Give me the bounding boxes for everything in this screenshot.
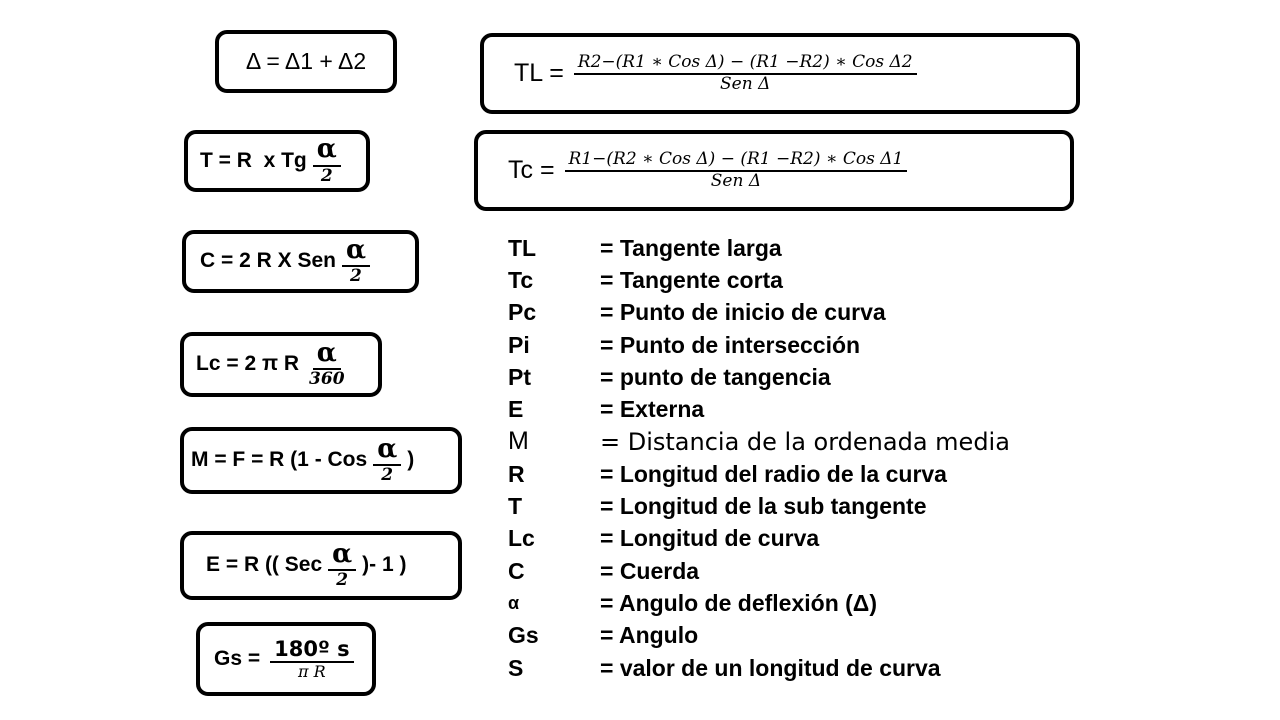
definition-item bbox=[508, 523, 1010, 555]
lc-formula-fraction bbox=[305, 337, 349, 390]
definition-item bbox=[508, 232, 1010, 264]
e-formula-denominator: 2 bbox=[336, 570, 349, 591]
definition-text: = Tangente larga bbox=[600, 234, 782, 261]
definition-abbr: Lc bbox=[508, 525, 535, 552]
definition-abbr: C bbox=[508, 557, 525, 584]
definition-text: = Longitud del radio de la curva bbox=[600, 460, 947, 487]
t-formula-denominator: 2 bbox=[320, 165, 333, 186]
gs-formula-denominator: π R bbox=[298, 661, 326, 681]
gs-formula-box bbox=[196, 622, 376, 696]
definition-item bbox=[508, 426, 1010, 458]
c-formula-denominator: 2 bbox=[350, 266, 362, 287]
definition-text: = punto de tangencia bbox=[600, 363, 831, 390]
definition-abbr: Pi bbox=[508, 331, 530, 358]
m-formula-denominator: 2 bbox=[381, 465, 394, 486]
definition-text: = Punto de intersección bbox=[600, 331, 861, 358]
gs-formula-lhs: Gs = bbox=[214, 647, 261, 670]
definition-text: = Externa bbox=[600, 396, 705, 423]
definition-item bbox=[508, 587, 1010, 619]
e-formula-lhs: E = R (( Sec bbox=[206, 553, 323, 577]
definition-item bbox=[508, 329, 1010, 361]
lc-formula-lhs: Lc = 2 π R bbox=[196, 352, 300, 376]
tl-formula-numerator: R2−(R1 ∗ Cos Δ) − (R1 −R2) ∗ Cos Δ2 bbox=[574, 54, 917, 75]
definition-item bbox=[508, 555, 1010, 587]
e-formula-numerator: α bbox=[328, 541, 356, 571]
m-formula-box bbox=[180, 427, 462, 494]
definition-text: = Longitud de curva bbox=[600, 525, 820, 552]
definition-text: = Punto de inicio de curva bbox=[600, 299, 886, 326]
tc-formula-fraction bbox=[565, 148, 908, 191]
gs-formula-fraction bbox=[270, 638, 354, 681]
t-formula-lhs: T = R x Tg bbox=[200, 148, 307, 172]
lc-formula-box bbox=[180, 332, 382, 397]
m-formula-fraction bbox=[373, 433, 401, 486]
definition-abbr: Pc bbox=[508, 299, 537, 326]
tc-formula-denominator: Sen Δ bbox=[710, 170, 762, 191]
tc-formula-box bbox=[474, 130, 1074, 211]
definition-text: = Distancia de la ordenada media bbox=[600, 427, 1010, 456]
definition-abbr: M bbox=[508, 427, 529, 456]
definition-text: = Angulo bbox=[600, 622, 699, 649]
tl-formula-denominator: Sen Δ bbox=[720, 73, 771, 94]
definition-item bbox=[508, 393, 1010, 425]
e-formula-fraction bbox=[328, 538, 356, 591]
definition-item bbox=[508, 620, 1010, 652]
definition-item bbox=[508, 652, 1010, 684]
c-formula-fraction bbox=[342, 234, 370, 287]
definition-abbr: R bbox=[508, 460, 525, 487]
tl-formula-box bbox=[480, 33, 1080, 114]
m-formula-numerator: α bbox=[373, 436, 401, 466]
c-formula-lhs: C = 2 R X Sen bbox=[200, 249, 336, 273]
definition-text: = Longitud de la sub tangente bbox=[600, 493, 927, 520]
t-formula-fraction bbox=[313, 136, 341, 185]
definition-abbr: α bbox=[508, 592, 520, 613]
definitions-list bbox=[508, 232, 1010, 684]
definition-item bbox=[508, 361, 1010, 393]
definition-text: = Angulo de deflexión (Δ) bbox=[600, 589, 877, 616]
lc-formula-denominator: 360 bbox=[309, 369, 345, 390]
m-formula-rhs: ) bbox=[407, 448, 415, 472]
m-formula-lhs: M = F = R (1 - Cos bbox=[191, 448, 368, 472]
definition-item bbox=[508, 458, 1010, 490]
definition-abbr: Pt bbox=[508, 363, 531, 390]
t-formula-box bbox=[184, 130, 370, 192]
definition-abbr: TL bbox=[508, 234, 537, 261]
definition-item bbox=[508, 264, 1010, 296]
definition-text: = valor de un longitud de curva bbox=[600, 654, 941, 681]
tl-formula-lhs: TL = bbox=[514, 59, 564, 87]
tl-formula-fraction bbox=[574, 51, 917, 94]
delta-formula-text: Δ = Δ1 + Δ2 bbox=[245, 48, 367, 74]
gs-formula-numerator: 180º s bbox=[270, 638, 354, 663]
definition-abbr: S bbox=[508, 654, 524, 681]
tc-formula-lhs: Tc = bbox=[508, 156, 555, 184]
definition-text: = Cuerda bbox=[600, 557, 700, 584]
c-formula-numerator: α bbox=[342, 237, 370, 267]
definition-abbr: T bbox=[508, 493, 523, 520]
definition-item bbox=[508, 297, 1010, 329]
definition-abbr: E bbox=[508, 396, 524, 423]
lc-formula-numerator: α bbox=[313, 340, 341, 370]
definition-item bbox=[508, 490, 1010, 522]
e-formula-box bbox=[180, 531, 462, 600]
definition-abbr: Gs bbox=[508, 622, 539, 649]
t-formula-numerator: α bbox=[313, 136, 341, 166]
tc-formula-numerator: R1−(R2 ∗ Cos Δ) − (R1 −R2) ∗ Cos Δ1 bbox=[565, 151, 908, 172]
e-formula-rhs: )- 1 ) bbox=[362, 553, 407, 577]
definition-text: = Tangente corta bbox=[600, 266, 783, 293]
definition-abbr: Tc bbox=[508, 266, 534, 293]
c-formula-box bbox=[182, 230, 419, 293]
delta-formula-box bbox=[215, 30, 397, 93]
